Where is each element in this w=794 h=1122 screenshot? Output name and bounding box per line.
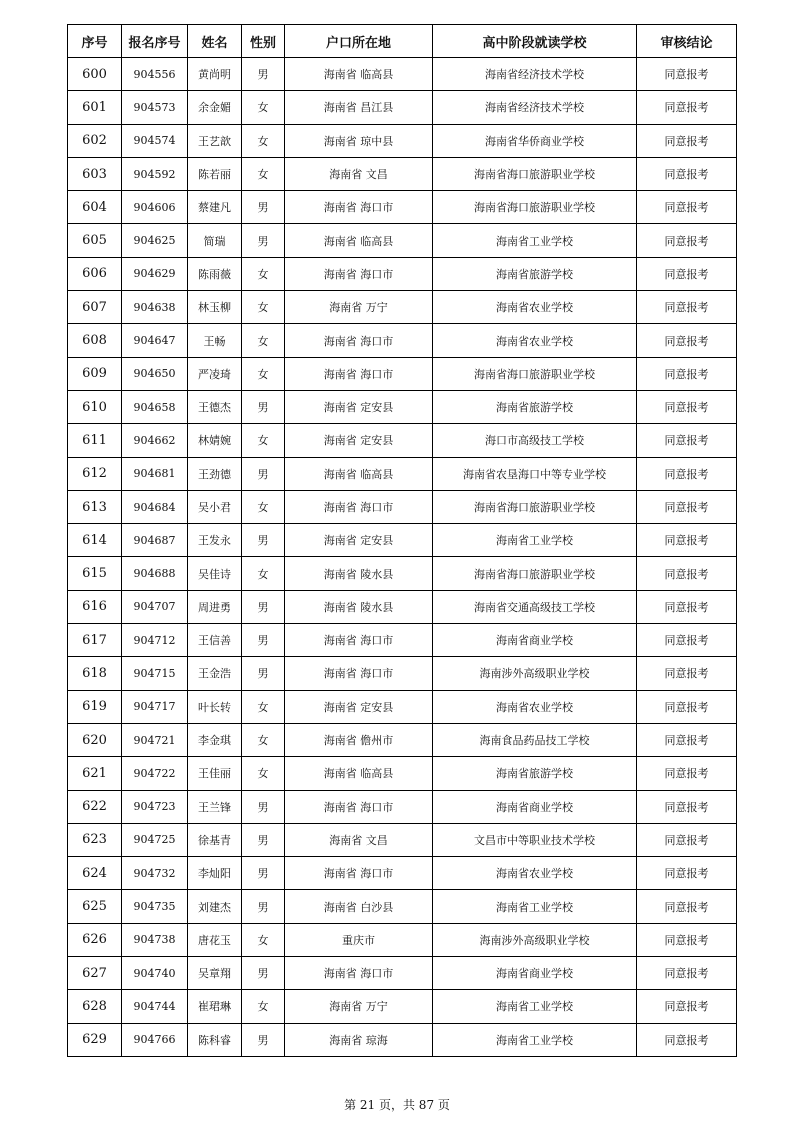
cell-name: 王佳丽	[188, 757, 242, 790]
cell-result: 同意报考	[637, 357, 737, 390]
table-row	[68, 457, 737, 490]
cell-seq: 609	[68, 357, 122, 390]
table-row	[68, 157, 737, 190]
cell-hukou: 海南省 文昌	[285, 823, 433, 856]
cell-seq: 610	[68, 390, 122, 423]
cell-sex: 男	[242, 857, 285, 890]
cell-sex: 女	[242, 324, 285, 357]
cell-sex: 女	[242, 257, 285, 290]
cell-hukou: 海南省 昌江县	[285, 91, 433, 124]
header-name: 姓名	[188, 25, 242, 58]
cell-name: 王劲德	[188, 457, 242, 490]
cell-result: 同意报考	[637, 224, 737, 257]
cell-sex: 女	[242, 357, 285, 390]
cell-sex: 男	[242, 823, 285, 856]
cell-school: 海南省海口旅游职业学校	[433, 191, 637, 224]
table-header-row	[68, 25, 737, 58]
cell-school: 海南省海口旅游职业学校	[433, 157, 637, 190]
cell-school: 海南省工业学校	[433, 890, 637, 923]
cell-seq: 607	[68, 291, 122, 324]
table-row	[68, 191, 737, 224]
cell-reg: 904556	[122, 58, 188, 91]
cell-result: 同意报考	[637, 257, 737, 290]
cell-reg: 904658	[122, 390, 188, 423]
cell-reg: 904715	[122, 657, 188, 690]
cell-reg: 904625	[122, 224, 188, 257]
cell-reg: 904717	[122, 690, 188, 723]
cell-hukou: 海南省 临高县	[285, 224, 433, 257]
cell-seq: 629	[68, 1023, 122, 1056]
cell-reg: 904707	[122, 590, 188, 623]
table-row	[68, 257, 737, 290]
cell-hukou: 海南省 海口市	[285, 857, 433, 890]
cell-name: 崔珺琳	[188, 990, 242, 1023]
cell-seq: 612	[68, 457, 122, 490]
table-row	[68, 624, 737, 657]
cell-result: 同意报考	[637, 1023, 737, 1056]
cell-reg: 904629	[122, 257, 188, 290]
cell-school: 海南省工业学校	[433, 990, 637, 1023]
cell-school: 海南省海口旅游职业学校	[433, 557, 637, 590]
cell-school: 海南省交通高级技工学校	[433, 590, 637, 623]
cell-name: 李灿阳	[188, 857, 242, 890]
cell-hukou: 重庆市	[285, 923, 433, 956]
cell-hukou: 海南省 定安县	[285, 524, 433, 557]
cell-reg: 904721	[122, 723, 188, 756]
cell-name: 王金浩	[188, 657, 242, 690]
cell-reg: 904766	[122, 1023, 188, 1056]
cell-name: 王畅	[188, 324, 242, 357]
cell-school: 海南省工业学校	[433, 224, 637, 257]
cell-name: 王艺歆	[188, 124, 242, 157]
cell-name: 叶长转	[188, 690, 242, 723]
cell-name: 刘建杰	[188, 890, 242, 923]
cell-result: 同意报考	[637, 291, 737, 324]
cell-school: 海南省农业学校	[433, 857, 637, 890]
table-row	[68, 1023, 737, 1056]
cell-hukou: 海南省 海口市	[285, 490, 433, 523]
cell-reg: 904744	[122, 990, 188, 1023]
cell-hukou: 海南省 海口市	[285, 324, 433, 357]
cell-reg: 904740	[122, 957, 188, 990]
cell-name: 吴章翔	[188, 957, 242, 990]
table-row	[68, 723, 737, 756]
cell-school: 海南省工业学校	[433, 524, 637, 557]
cell-hukou: 海南省 临高县	[285, 457, 433, 490]
cell-sex: 女	[242, 157, 285, 190]
cell-result: 同意报考	[637, 624, 737, 657]
cell-name: 蔡建凡	[188, 191, 242, 224]
cell-seq: 601	[68, 91, 122, 124]
cell-seq: 604	[68, 191, 122, 224]
cell-reg: 904606	[122, 191, 188, 224]
table-row	[68, 957, 737, 990]
cell-name: 吴佳诗	[188, 557, 242, 590]
cell-sex: 女	[242, 424, 285, 457]
cell-hukou: 海南省 海口市	[285, 790, 433, 823]
header-hukou: 户口所在地	[285, 25, 433, 58]
cell-result: 同意报考	[637, 723, 737, 756]
header-result: 审核结论	[637, 25, 737, 58]
cell-result: 同意报考	[637, 757, 737, 790]
cell-sex: 女	[242, 990, 285, 1023]
cell-school: 海南省商业学校	[433, 624, 637, 657]
cell-reg: 904722	[122, 757, 188, 790]
cell-result: 同意报考	[637, 790, 737, 823]
table-row	[68, 790, 737, 823]
cell-sex: 女	[242, 91, 285, 124]
cell-name: 陈雨薇	[188, 257, 242, 290]
table-row	[68, 524, 737, 557]
table-row	[68, 557, 737, 590]
cell-reg: 904725	[122, 823, 188, 856]
table-row	[68, 923, 737, 956]
cell-seq: 621	[68, 757, 122, 790]
cell-sex: 女	[242, 291, 285, 324]
cell-name: 严凌琦	[188, 357, 242, 390]
cell-seq: 614	[68, 524, 122, 557]
table-row	[68, 690, 737, 723]
cell-hukou: 海南省 海口市	[285, 624, 433, 657]
cell-sex: 男	[242, 58, 285, 91]
table-row	[68, 590, 737, 623]
cell-reg: 904723	[122, 790, 188, 823]
table-row	[68, 490, 737, 523]
cell-sex: 男	[242, 1023, 285, 1056]
header-school: 高中阶段就读学校	[433, 25, 637, 58]
cell-school: 文昌市中等职业技术学校	[433, 823, 637, 856]
cell-hukou: 海南省 海口市	[285, 257, 433, 290]
cell-result: 同意报考	[637, 823, 737, 856]
cell-result: 同意报考	[637, 124, 737, 157]
cell-reg: 904592	[122, 157, 188, 190]
cell-name: 王信善	[188, 624, 242, 657]
cell-seq: 613	[68, 490, 122, 523]
cell-school: 海南省商业学校	[433, 790, 637, 823]
cell-school: 海南省经济技术学校	[433, 91, 637, 124]
table-row	[68, 91, 737, 124]
cell-sex: 男	[242, 191, 285, 224]
table-row	[68, 424, 737, 457]
cell-sex: 女	[242, 690, 285, 723]
cell-school: 海南省农业学校	[433, 324, 637, 357]
cell-seq: 617	[68, 624, 122, 657]
cell-result: 同意报考	[637, 157, 737, 190]
cell-hukou: 海南省 海口市	[285, 191, 433, 224]
cell-result: 同意报考	[637, 58, 737, 91]
cell-seq: 616	[68, 590, 122, 623]
cell-sex: 男	[242, 524, 285, 557]
cell-name: 唐花玉	[188, 923, 242, 956]
table-row	[68, 224, 737, 257]
cell-school: 海南省商业学校	[433, 957, 637, 990]
cell-name: 王兰锋	[188, 790, 242, 823]
header-reg: 报名序号	[122, 25, 188, 58]
cell-reg: 904738	[122, 923, 188, 956]
cell-school: 海南食品药品技工学校	[433, 723, 637, 756]
cell-school: 海南省农垦海口中等专业学校	[433, 457, 637, 490]
cell-reg: 904638	[122, 291, 188, 324]
cell-sex: 男	[242, 590, 285, 623]
table-row	[68, 823, 737, 856]
cell-sex: 男	[242, 657, 285, 690]
table-row	[68, 324, 737, 357]
cell-hukou: 海南省 定安县	[285, 424, 433, 457]
cell-hukou: 海南省 白沙县	[285, 890, 433, 923]
cell-name: 李金琪	[188, 723, 242, 756]
table-row	[68, 890, 737, 923]
cell-hukou: 海南省 海口市	[285, 957, 433, 990]
cell-sex: 女	[242, 723, 285, 756]
table-row	[68, 757, 737, 790]
cell-reg: 904684	[122, 490, 188, 523]
cell-result: 同意报考	[637, 890, 737, 923]
cell-school: 海南省农业学校	[433, 291, 637, 324]
cell-sex: 男	[242, 957, 285, 990]
table-row	[68, 990, 737, 1023]
cell-name: 林玉柳	[188, 291, 242, 324]
header-seq: 序号	[68, 25, 122, 58]
cell-seq: 628	[68, 990, 122, 1023]
cell-seq: 611	[68, 424, 122, 457]
cell-result: 同意报考	[637, 324, 737, 357]
header-sex: 性别	[242, 25, 285, 58]
cell-seq: 606	[68, 257, 122, 290]
cell-seq: 626	[68, 923, 122, 956]
cell-school: 海南省经济技术学校	[433, 58, 637, 91]
cell-sex: 女	[242, 490, 285, 523]
cell-school: 海南省海口旅游职业学校	[433, 357, 637, 390]
cell-seq: 624	[68, 857, 122, 890]
table-row	[68, 291, 737, 324]
table-row	[68, 657, 737, 690]
cell-result: 同意报考	[637, 191, 737, 224]
cell-result: 同意报考	[637, 957, 737, 990]
cell-school: 海南涉外高级职业学校	[433, 657, 637, 690]
cell-result: 同意报考	[637, 923, 737, 956]
cell-reg: 904650	[122, 357, 188, 390]
cell-school: 海南涉外高级职业学校	[433, 923, 637, 956]
cell-name: 黄尚明	[188, 58, 242, 91]
cell-name: 王发永	[188, 524, 242, 557]
cell-seq: 625	[68, 890, 122, 923]
cell-school: 海口市高级技工学校	[433, 424, 637, 457]
cell-result: 同意报考	[637, 857, 737, 890]
cell-hukou: 海南省 海口市	[285, 357, 433, 390]
page-footer: 第 21 页，共 87 页	[344, 1098, 450, 1112]
cell-seq: 608	[68, 324, 122, 357]
cell-hukou: 海南省 定安县	[285, 390, 433, 423]
cell-result: 同意报考	[637, 990, 737, 1023]
cell-reg: 904735	[122, 890, 188, 923]
student-review-table	[67, 24, 737, 1057]
cell-result: 同意报考	[637, 690, 737, 723]
table-row	[68, 857, 737, 890]
cell-hukou: 海南省 万宁	[285, 990, 433, 1023]
cell-reg: 904662	[122, 424, 188, 457]
cell-sex: 男	[242, 890, 285, 923]
cell-name: 王德杰	[188, 390, 242, 423]
cell-hukou: 海南省 万宁	[285, 291, 433, 324]
cell-hukou: 海南省 定安县	[285, 690, 433, 723]
cell-result: 同意报考	[637, 657, 737, 690]
cell-result: 同意报考	[637, 490, 737, 523]
cell-hukou: 海南省 琼海	[285, 1023, 433, 1056]
cell-name: 余金媚	[188, 91, 242, 124]
cell-reg: 904574	[122, 124, 188, 157]
cell-seq: 605	[68, 224, 122, 257]
cell-reg: 904681	[122, 457, 188, 490]
cell-school: 海南省海口旅游职业学校	[433, 490, 637, 523]
cell-name: 简瑞	[188, 224, 242, 257]
cell-sex: 男	[242, 457, 285, 490]
cell-school: 海南省旅游学校	[433, 390, 637, 423]
cell-name: 陈科睿	[188, 1023, 242, 1056]
cell-sex: 男	[242, 624, 285, 657]
cell-hukou: 海南省 儋州市	[285, 723, 433, 756]
cell-name: 林婧婉	[188, 424, 242, 457]
cell-sex: 女	[242, 757, 285, 790]
cell-sex: 女	[242, 923, 285, 956]
cell-seq: 615	[68, 557, 122, 590]
cell-name: 陈若丽	[188, 157, 242, 190]
cell-seq: 622	[68, 790, 122, 823]
cell-hukou: 海南省 临高县	[285, 58, 433, 91]
table-row	[68, 390, 737, 423]
cell-hukou: 海南省 陵水县	[285, 590, 433, 623]
cell-name: 周进勇	[188, 590, 242, 623]
cell-hukou: 海南省 文昌	[285, 157, 433, 190]
cell-sex: 女	[242, 124, 285, 157]
cell-seq: 627	[68, 957, 122, 990]
cell-reg: 904688	[122, 557, 188, 590]
cell-reg: 904647	[122, 324, 188, 357]
cell-sex: 男	[242, 224, 285, 257]
cell-sex: 男	[242, 790, 285, 823]
table-row	[68, 124, 737, 157]
cell-result: 同意报考	[637, 590, 737, 623]
cell-result: 同意报考	[637, 557, 737, 590]
cell-seq: 620	[68, 723, 122, 756]
cell-seq: 619	[68, 690, 122, 723]
cell-hukou: 海南省 琼中县	[285, 124, 433, 157]
cell-seq: 600	[68, 58, 122, 91]
cell-school: 海南省工业学校	[433, 1023, 637, 1056]
cell-school: 海南省农业学校	[433, 690, 637, 723]
cell-hukou: 海南省 陵水县	[285, 557, 433, 590]
cell-sex: 女	[242, 557, 285, 590]
cell-hukou: 海南省 海口市	[285, 657, 433, 690]
cell-result: 同意报考	[637, 91, 737, 124]
cell-school: 海南省旅游学校	[433, 757, 637, 790]
cell-name: 吴小君	[188, 490, 242, 523]
cell-sex: 男	[242, 390, 285, 423]
cell-reg: 904687	[122, 524, 188, 557]
cell-seq: 623	[68, 823, 122, 856]
cell-seq: 602	[68, 124, 122, 157]
table-row	[68, 58, 737, 91]
cell-reg: 904712	[122, 624, 188, 657]
cell-result: 同意报考	[637, 457, 737, 490]
cell-school: 海南省华侨商业学校	[433, 124, 637, 157]
cell-name: 徐基青	[188, 823, 242, 856]
cell-result: 同意报考	[637, 524, 737, 557]
cell-seq: 603	[68, 157, 122, 190]
cell-seq: 618	[68, 657, 122, 690]
cell-hukou: 海南省 临高县	[285, 757, 433, 790]
cell-result: 同意报考	[637, 424, 737, 457]
cell-result: 同意报考	[637, 390, 737, 423]
cell-reg: 904573	[122, 91, 188, 124]
cell-school: 海南省旅游学校	[433, 257, 637, 290]
cell-reg: 904732	[122, 857, 188, 890]
table-row	[68, 357, 737, 390]
